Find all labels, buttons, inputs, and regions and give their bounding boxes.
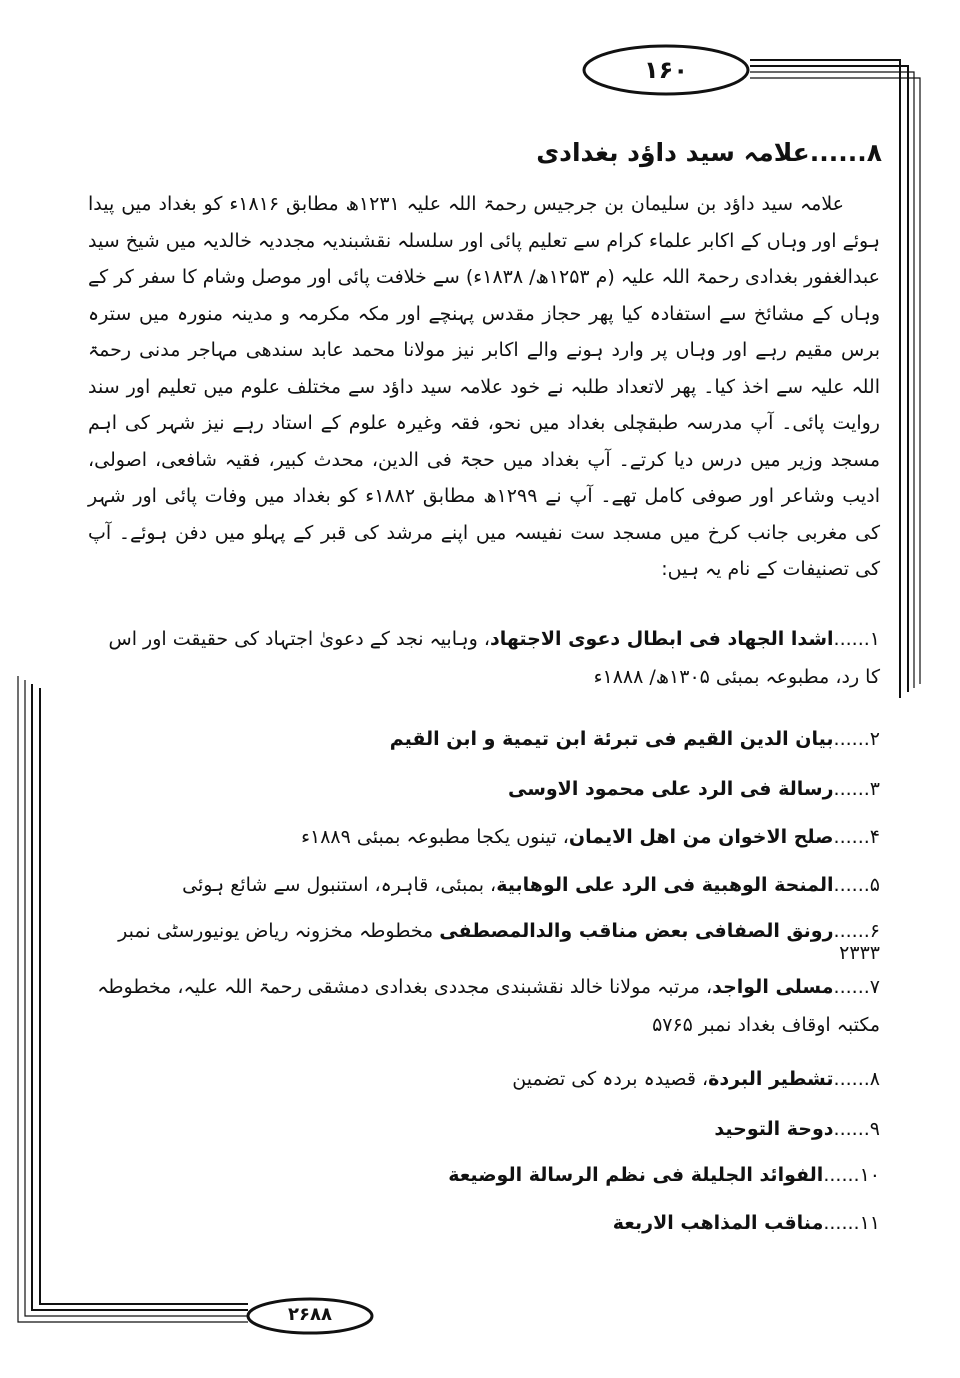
list-item: ۷......مسلی الواجد، مرتبہ مولانا خالد نقشبندی مجددی بغدادی دمشقی رحمۃ اللہ علیہ، مخطوطہ مکتبہ اوقاف بغداد نمبر ۵۷۶۵ [97,976,880,1036]
page-number-bottom: ۲۶۸۸ [288,1304,332,1325]
list-item: ۸......تشطیر البردة، قصیدہ بردہ کی تضمین [512,1068,880,1090]
section-heading: ۸......علامہ سید داؤد بغدادی [536,138,882,167]
biography-paragraph [88,186,880,588]
list-item: ۲......بیان الدین القیم فی تبرئة ابن تیمیة و ابن القیم [389,728,880,750]
paragraph-text: علامہ سید داؤد بن سلیمان بن جرجیس رحمۃ اللہ علیہ ۱۲۳۱ھ مطابق ۱۸۱۶ء کو بغداد میں پیدا ہوئے اور وہاں کے اکابر علماء کرام سے تعلیم پائی اور سلسلہ نقشبندیہ مجددیہ خالدیہ میں شیخ سید عبدالغفور بغدادی رحمۃ اللہ علیہ (م ۱۲۵۳ھ/ ۱۸۳۸ء) سے خلافت پائی اور موصل وشام کا سفر کر کے وہاں کے مشائخ سے استفادہ کیا پھر حجاز مقدس پہنچے اور مکہ مکرمہ و مدینہ منورہ میں سترہ برس مقیم رہے اور وہاں پر وارد ہونے والے اکابر نیز مولانا محمد عابد سندھی مہاجر مدنی رحمۃ اللہ علیہ سے اخذ کیا۔ پھر لاتعداد طلبہ نے خود علامہ سید داؤد سے مختلف علوم میں تعلیم اور سند روایت پائی۔ آپ مدرسہ طبقچلی بغداد میں نحو، فقہ وغیرہ علوم کے استاد رہے نیز شہر کی اہم مسجد وزیر میں درس دیا کرتے۔ آپ بغداد میں حجۃ فی الدین، محدث کبیر، فقیہ شافعی، اصولی، ادیب وشاعر اور صوفی کامل تھے۔ آپ نے ۱۲۹۹ھ مطابق ۱۸۸۲ء کو بغداد میں وفات پائی اور شہر کی مغربی جانب کرخ میں مسجد ست نفیسہ میں اپنے مرشد کی قبر کے پہلو میں دفن ہوئے۔ آپ کی تصنیفات کے نام یہ ہیں: [88,193,880,580]
list-item: ۱......اشدا الجهاد فی ابطال دعوی الاجتهاد، وہابیہ نجد کے دعویٰ اجتہاد کی حقیقت اور اس کا رد، مطبوعہ بمبئی ۱۳۰۵ھ/ ۱۸۸۸ء [108,628,880,688]
page-number-top: ۱۶۰ [644,56,688,84]
list-item: ۵......المنحة الوهبیة فی الرد علی الوهابیة، بمبئی، قاہرہ، استنبول سے شائع ہوئی [182,874,880,896]
list-item: ۳......رسالة فی الرد علی محمود الاوسی [507,778,880,800]
list-item: ۴......صلح الاخوان من اهل الایمان، تینوں یکجا مطبوعہ بمبئی ۱۸۸۹ء [301,826,880,848]
list-item: ۶......رونق الصفافی بعض مناقب والدالمصطفی مخطوطہ مخزونہ ریاض یونیورسٹی نمبر ۲۳۳۳ [118,920,880,964]
list-item: ۹......دوحة التوحید [714,1118,880,1140]
list-item: ۱۱......مناقب المذاهب الاربعة [612,1212,880,1234]
list-item: ۱۰......الفوائد الجلیلة فی نظم الرسالة الوضیعة [448,1164,880,1186]
